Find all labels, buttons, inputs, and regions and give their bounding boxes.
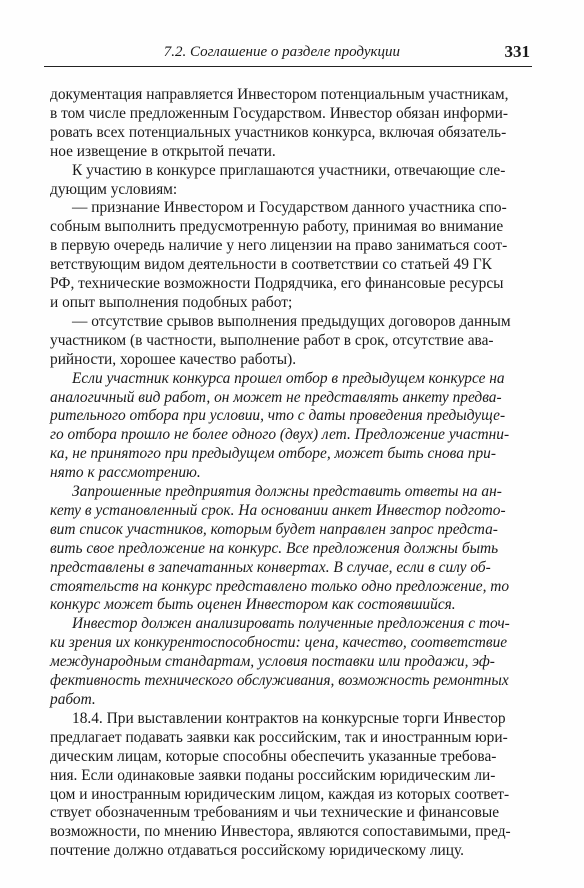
page-number: 331 [504, 42, 530, 61]
running-header [44, 42, 532, 67]
running-title: 7.2. Соглашение о разделе продукции [163, 44, 400, 60]
paragraph-questionnaire: Запрошенные предприятия должны представить ответы на ан- кету в установленный срок. На основании анкет Инвестор подгото- вит список участников, которым будет направлен запрос предста- вить свое предложение на конкурс. Все предложения должны быть представлены в запечатанных конвертах. В случае, если в силу об- стоятельств на конкурс представлено только одно предложение, то конкурс может быть оценен Инвестором как состоявшийся. [50, 483, 510, 614]
paragraph-analysis: Инвестор должен анализировать полученные предложения с точ- ки зрения их конкурентоспособности: цена, качество, соответствие международным стандартам, условия поставки или продажи, эф- фективность технического обслуживания, возможность ремонтных работ. [50, 615, 510, 708]
paragraph-18-4: 18.4. При выставлении контрактов на конкурсные торги Инвестор предлагает подавать заявки как российским, так и иностранным юри- дическим лицам, которые способны обеспечить указанные требова- ния. Если одинаковые заявки поданы российским юридическим ли- цом и иностранным юридическим лицом, каждая из которых соответ- ствует обозначенным требованиям и чьи технические и финансовые возможности, по мнению Инвестора, являются сопоставимыми, пред- почтение должно отдаваться российскому юридическому лицу. [50, 709, 511, 860]
body-text [50, 86, 534, 861]
paragraph-participation-conditions: К участию в конкурсе приглашаются участники, отвечающие сле- дующим условиям: [50, 161, 506, 198]
paragraph-condition-no-failures: — отсутствие срывов выполнения предыдущих договоров данным участником (в частности, выполнение работ в срок, отсутствие ава- рийности, хорошее качество работы). [50, 312, 511, 368]
paragraph-prequalification: Если участник конкурса прошел отбор в предыдущем конкурсе на аналогичный вид работ, он может не представлять анкету предва- рительного отбора при условии, что с даты проведения предыдуще- го отбора прошло не более одного (двух) лет. Предложение участни- ка, не принятого при предыдущем отборе, может быть снова при- нято к рассмотрению. [50, 369, 510, 482]
paragraph-condition-recognition: — признание Инвестором и Государством данного участника спо- собным выполнить предусмотренную работу, принимая во внимание в первую очередь наличие у него лицензии на право заниматься соот- ветствующим видом деятельности в соответствии со статьей 49 ГК РФ, технические возможности Подрядчика, его финансовые ресурсы и опыт выполнения подобных работ; [50, 199, 508, 311]
paragraph-continuation: документация направляется Инвестором потенциальным участникам, в том числе предложенным Государством. Инвестор обязан информи- ровать всех потенциальных участников конкурса, включая обязатель- ное извещение в открытой печати. [50, 86, 509, 160]
